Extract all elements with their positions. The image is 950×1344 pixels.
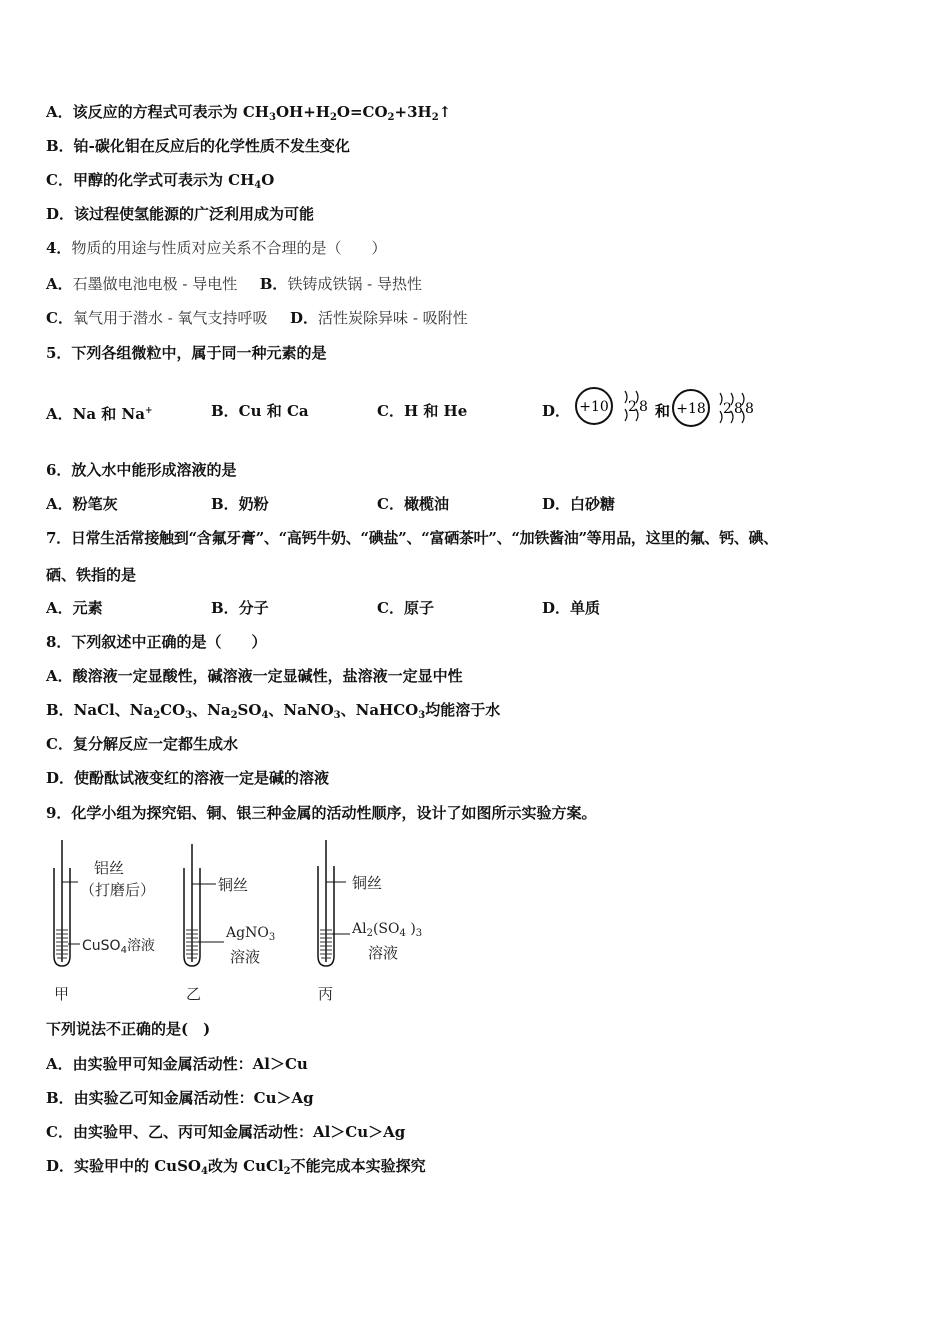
shell-electrons: 8: [639, 399, 648, 415]
tube2-wire-label: 铜丝: [218, 876, 249, 894]
and-connector: 和: [655, 402, 671, 420]
q8-stem: 8．下列叙述中正确的是（ ）: [46, 633, 267, 651]
tube1-name: 甲: [54, 985, 70, 1003]
tube2-solution-label: 溶液: [230, 948, 261, 966]
q4-stem: 4．物质的用途与性质对应关系不合理的是（ ）: [46, 239, 387, 257]
tube1-solution-label: CuSO$_4$溶液: [82, 938, 155, 956]
shell-electrons: 8: [734, 401, 743, 417]
shell-electrons: 2: [723, 401, 732, 417]
q7-option-c: C．原子: [377, 599, 434, 617]
q8-option-b: B．NaCl、$Na_2CO_3$、$Na_2SO_4$、NaNO$_3$、NaHCO$_3$均能溶于水: [46, 701, 501, 721]
q5-stem: 5．下列各组微粒中，属于同一种元素的是: [46, 344, 327, 362]
q8-option-a: A．酸溶液一定显酸性，碱溶液一定显碱性，盐溶液一定显中性: [46, 667, 463, 685]
q3-option-c: C．甲醇的化学式可表示为 $CH_4O$: [46, 171, 275, 191]
tube3-wire-label: 铜丝: [352, 874, 383, 892]
q7-stem-line1: 7．日常生活常接触到“含氟牙膏”、“高钙牛奶、“碘盐”、“富硒茶叶”、“加铁酱油”等用品，这里的氟、钙、碘、: [46, 529, 778, 547]
q7-stem-line2: 硒、铁指的是: [46, 566, 137, 584]
q9-option-b: B．由实验乙可知金属活动性：Cu＞Ag: [46, 1089, 314, 1107]
atom-diagram-neon: [576, 388, 648, 424]
q9-option-d: D．实验甲中的 CuSO$_4$改为 CuCl$_2$不能完成本实验探究: [46, 1157, 426, 1177]
q4-options-row1: A．石墨做电池电极 - 导电性 B．铁铸成铁锅 - 导热性: [46, 275, 423, 293]
q6-option-b: B．奶粉: [211, 495, 269, 513]
q7-option-d: D．单质: [542, 599, 601, 617]
q8-option-d: D．使酚酞试液变红的溶液一定是碱的溶液: [46, 769, 330, 787]
q6-option-c: C．橄榄油: [377, 495, 449, 513]
shell-electrons: 8: [745, 401, 754, 417]
q3-option-d: D．该过程使氢能源的广泛利用成为可能: [46, 205, 315, 223]
tube2-solution-formula: AgNO$_3$: [226, 925, 276, 943]
test-tube-bing: [318, 840, 350, 966]
tube3-solution-formula: $Al_2(SO_4$ )$_3$: [352, 921, 423, 939]
tube1-wire-label: 铝丝: [94, 859, 125, 877]
q9-option-c: C．由实验甲、乙、丙可知金属活动性：Al＞Cu＞Ag: [46, 1123, 406, 1141]
test-tube-yi: [184, 844, 224, 966]
q4-options-row2: C．氧气用于潜水 - 氧气支持呼吸 D．活性炭除异味 - 吸附性: [46, 309, 468, 327]
q5-option-d: D．: [542, 402, 571, 420]
q5-option-c: C．H 和 He: [377, 402, 468, 420]
q7-option-a: A．元素: [46, 599, 103, 617]
shell-electrons: 2: [628, 399, 637, 415]
atom-diagram-argon: [673, 390, 754, 426]
test-tube-jia: [54, 840, 80, 966]
q5-option-a: A．Na 和 Na+: [46, 405, 153, 423]
tube1-wire-note: （打磨后）: [80, 881, 156, 899]
q3-option-b: B．铂-碳化钼在反应后的化学性质不发生变化: [46, 137, 350, 155]
q9-stem: 9．化学小组为探究铝、铜、银三种金属的活动性顺序，设计了如图所示实验方案。: [46, 804, 597, 822]
nucleus-charge-neon: +10: [579, 399, 609, 415]
q6-option-d: D．白砂糖: [542, 495, 616, 513]
q7-option-b: B．分子: [211, 599, 269, 617]
q6-option-a: A．粉笔灰: [46, 495, 118, 513]
q9-option-a: A．由实验甲可知金属活动性：Al＞Cu: [46, 1055, 308, 1073]
q9-sub-stem: 下列说法不正确的是( ): [46, 1020, 211, 1038]
q5-option-b: B．Cu 和 Ca: [211, 402, 309, 420]
atom-structure-diagrams: [570, 383, 760, 433]
q6-stem: 6．放入水中能形成溶液的是: [46, 461, 237, 479]
tube3-name: 丙: [318, 985, 334, 1003]
nucleus-charge-argon: +18: [676, 401, 706, 417]
tube2-name: 乙: [186, 985, 202, 1003]
q3-option-a: A．该反应的方程式可表示为 $CH_3OH+H_2O=CO_2+3H_2↑$: [46, 103, 452, 123]
tube3-solution-label: 溶液: [368, 944, 399, 962]
q8-option-c: C．复分解反应一定都生成水: [46, 735, 238, 753]
